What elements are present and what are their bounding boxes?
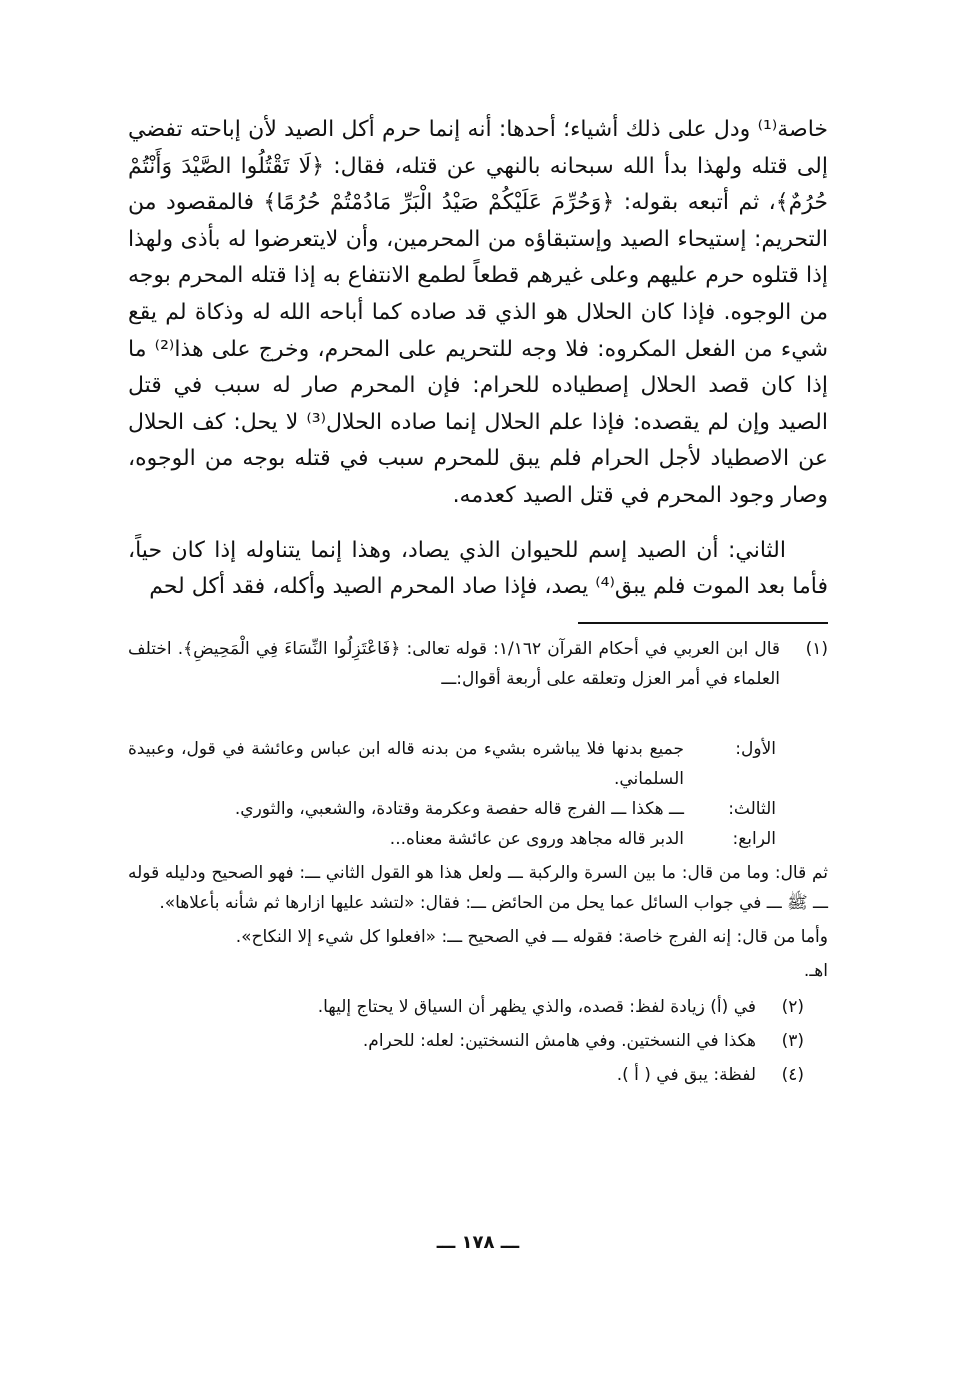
footnote-3 xyxy=(128,1026,804,1056)
opinion-text: ـــ هكذا ـــ الفرج قاله حفصة وعكرمة وقتادة، والشعبي، والثوري. xyxy=(234,798,684,819)
footnote-text: لفظة: يبق في ( أ ). xyxy=(616,1064,756,1085)
footnote-divider xyxy=(578,622,828,624)
footnote-number: (٤) xyxy=(781,1064,804,1085)
opinion-text: الدبر قاله مجاهد وروى عن عائشة معناه... xyxy=(389,828,684,849)
footnote-text: هكذا في النسختين. وفي هامش النسختين: لعله: للحرام. xyxy=(362,1030,756,1051)
footnote-1-paragraph-b: وأما من قال: إنه الفرج خاصة: فقوله ـــ في الصحيح ـــ: «افعلوا كل شيء إلا النكاح». xyxy=(235,926,828,947)
footnote-number: (٣) xyxy=(781,1030,804,1051)
short-footnotes xyxy=(128,992,804,1090)
opinion-label: الرابع: xyxy=(732,828,776,849)
main-paragraph-1: خاصة⁽¹⁾ ودل على ذلك أشياء؛ أحدها: أنه إنما حرم أكل الصيد لأن إباحته تفضي إلى قتله ولهذا بدأ الله سبحانه بالنهي عن قتله، فقال: ﴿لَا تَقْتُلُوا الصَّيْدَ وَأَنْتُمْ حُرُمٌ﴾، ثم أتبعه بقوله: ﴿وَحُرِّمَ عَلَيْكُمْ صَيْدُ الْبَرِّ مَادُمْتُمْ حُرُمًا﴾ فالمقصود من التحريم: إستيحاء الصيد وإستبقاؤه من المحرمين، وأن لايتعرضوا له بأذى ولهذا إذا قتلوه حرم عليهم وعلى غيرهم قطعاً لطمع الانتفاع به إذا قتله المحرم بوجه من الوجوه. فإذا كان الحلال هو الذي قد صاده كما أباحه الله له وذكاة لم يقع شيء من الفعل المكروه: فلا وجه للتحريم على المحرم، وخرج على هذا⁽²⁾ ما إذا كان قصد الحلال إصطياده للحرام: فإن المحرم صار له سبب في قتل الصيد وإن لم يقصده: فإذا علم الحلال إنما صاده الحلال⁽³⁾ لا يحل: كف الحلال عن الاصطياد لأجل الحرام فلم يبق للمحرم سبب في قتله بوجه من الوجوه، وصار وجود المحرم في قتل الصيد كعدمه. xyxy=(128,117,828,508)
footnote-text: قال ابن العربي في أحكام القرآن ١/١٦٢: قوله تعالى: ﴿فَاعْتَزِلُوا النِّسَاءَ فِي الْمَحِيضِ﴾. اختلف العلماء في أمر العزل وتعلقه على أربعة أقوال:ـــ xyxy=(128,638,780,689)
opinions-list xyxy=(128,734,776,854)
opinion-label: الثالث: xyxy=(728,798,776,819)
footnote-1-paragraph-a: ثم قال: وما من قال: ما بين السرة والركبة ـــ ولعل هذا هو القول الثاني ـــ: فهو الصحيح ودليله قوله ـــ ﷺ ـــ في جواب السائل عما يحل من الحائض ـــ: فقال: «لتشد عليها ازارها ثم شأنه بأعلاها». xyxy=(128,862,828,913)
opinion-row xyxy=(128,824,776,854)
page-number: ـــ ١٧٨ ـــ xyxy=(436,1232,520,1253)
footnote-number: (١) xyxy=(805,638,828,659)
footnote-gap xyxy=(128,694,828,724)
footnote-2 xyxy=(128,992,804,1022)
footnote-number: (٢) xyxy=(781,996,804,1017)
opinion-label: الأول: xyxy=(735,738,776,759)
main-text xyxy=(128,112,828,606)
opinion-row xyxy=(128,734,776,794)
footnote-1-end: اهـ. xyxy=(803,960,828,981)
main-paragraph-2: الثاني: أن الصيد إسم للحيوان الذي يصاد، وهذا إنما يتناوله إذا كان حياً، فأما بعد الموت فلم يبق⁽⁴⁾ يصد، فإذا صاد المحرم الصيد وأكله، فقد أكل لحم xyxy=(128,537,828,600)
footnotes xyxy=(128,634,828,1090)
opinion-text: جميع بدنها فلا يباشره بشيء من بدنه قاله ابن عباس وعائشة في قول، وعبيدة السلماني. xyxy=(128,738,684,789)
opinion-row xyxy=(128,794,776,824)
footnote-text: في (أ) زيادة لفظ: قصده، والذي يظهر أن السياق لا يحتاج إليها. xyxy=(317,996,756,1017)
footnote-4 xyxy=(128,1060,804,1090)
footnote-1 xyxy=(128,634,828,694)
